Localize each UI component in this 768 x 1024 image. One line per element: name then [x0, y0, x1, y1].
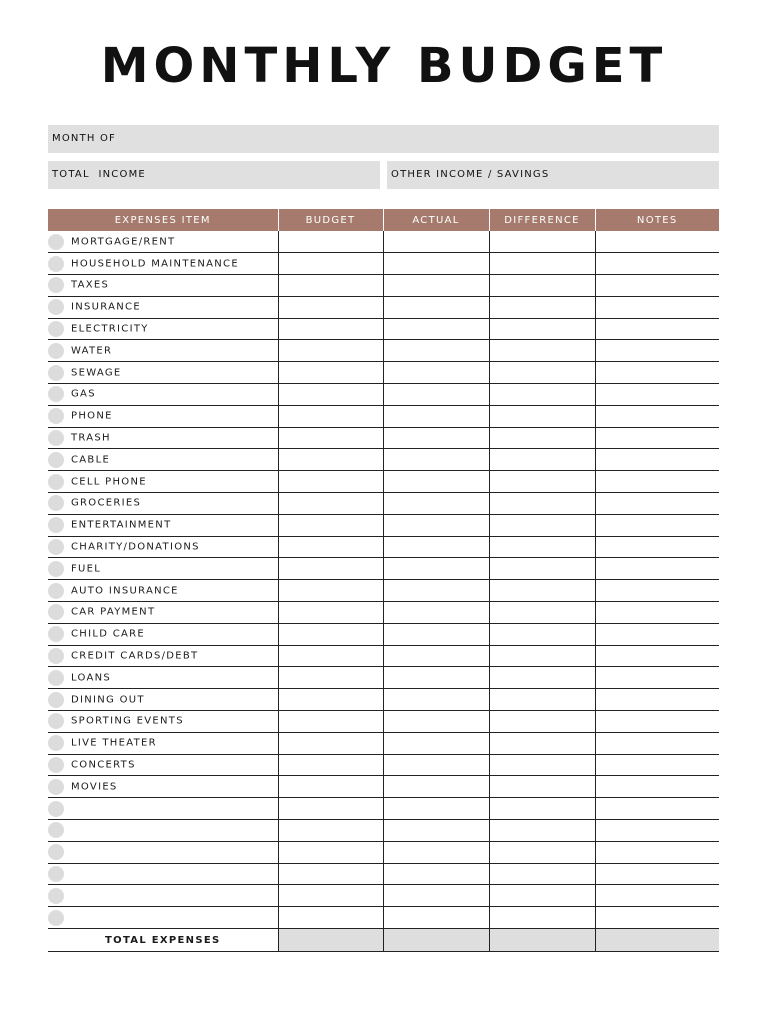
expense-item-label: CREDIT CARDS/DEBT [71, 650, 199, 662]
expense-item-label: CONCERTS [71, 759, 136, 771]
expense-item-label: MOVIES [71, 781, 118, 793]
table-row [48, 471, 719, 493]
notes-cell[interactable] [595, 776, 719, 798]
expense-item-label: FUEL [71, 563, 102, 575]
expense-item-cell [48, 231, 278, 253]
expense-item-cell [48, 536, 278, 558]
budget-cell[interactable] [278, 776, 383, 798]
expense-item-label: CAR PAYMENT [71, 606, 156, 618]
actual-cell[interactable] [383, 863, 489, 885]
table-row [48, 405, 719, 427]
notes-cell[interactable] [595, 885, 719, 907]
difference-cell[interactable] [489, 885, 595, 907]
expense-item-label: HOUSEHOLD MAINTENANCE [71, 258, 239, 270]
budget-cell[interactable] [278, 732, 383, 754]
notes-cell[interactable] [595, 275, 719, 297]
table-row [48, 449, 719, 471]
difference-cell[interactable] [489, 776, 595, 798]
expense-item-label: CHILD CARE [71, 628, 145, 640]
difference-cell[interactable] [489, 689, 595, 711]
expense-item-cell [48, 841, 278, 863]
notes-cell[interactable] [595, 493, 719, 515]
table-row [48, 798, 719, 820]
table-row [48, 711, 719, 733]
checkbox-circle-icon[interactable] [48, 256, 64, 272]
budget-cell[interactable] [278, 493, 383, 515]
table-row [48, 275, 719, 297]
difference-cell[interactable] [489, 362, 595, 384]
total-expenses-label: TOTAL EXPENSES [48, 929, 278, 952]
expense-item-cell [48, 623, 278, 645]
checkbox-circle-icon[interactable] [48, 561, 64, 577]
actual-cell[interactable] [383, 907, 489, 929]
table-row [48, 253, 719, 275]
actual-cell[interactable] [383, 362, 489, 384]
checkbox-circle-icon[interactable] [48, 801, 64, 817]
checkbox-circle-icon[interactable] [48, 888, 64, 904]
notes-cell[interactable] [595, 253, 719, 275]
expense-item-label: SEWAGE [71, 367, 122, 379]
actual-cell[interactable] [383, 841, 489, 863]
notes-cell[interactable] [595, 362, 719, 384]
checkbox-circle-icon[interactable] [48, 495, 64, 511]
difference-cell[interactable] [489, 384, 595, 406]
expense-item-label: CHARITY/DONATIONS [71, 541, 200, 553]
expense-item-cell [48, 384, 278, 406]
expense-item-label: ELECTRICITY [71, 323, 149, 335]
budget-cell[interactable] [278, 841, 383, 863]
budget-cell[interactable] [278, 427, 383, 449]
budget-cell[interactable] [278, 602, 383, 624]
notes-cell[interactable] [595, 820, 719, 842]
header-difference: DIFFERENCE [489, 209, 595, 231]
notes-cell[interactable] [595, 667, 719, 689]
checkbox-circle-icon[interactable] [48, 517, 64, 533]
budget-cell[interactable] [278, 340, 383, 362]
checkbox-circle-icon[interactable] [48, 692, 64, 708]
header-budget: BUDGET [278, 209, 383, 231]
notes-cell[interactable] [595, 863, 719, 885]
actual-cell[interactable] [383, 471, 489, 493]
difference-cell[interactable] [489, 253, 595, 275]
notes-cell[interactable] [595, 340, 719, 362]
actual-cell[interactable] [383, 885, 489, 907]
checkbox-circle-icon[interactable] [48, 343, 64, 359]
budget-cell[interactable] [278, 645, 383, 667]
expense-item-cell [48, 667, 278, 689]
total-row [48, 929, 719, 952]
expense-item-cell [48, 253, 278, 275]
checkbox-circle-icon[interactable] [48, 408, 64, 424]
budget-cell[interactable] [278, 580, 383, 602]
table-row [48, 732, 719, 754]
expense-item-label: MORTGAGE/RENT [71, 236, 176, 248]
actual-cell[interactable] [383, 449, 489, 471]
difference-cell[interactable] [489, 536, 595, 558]
actual-cell[interactable] [383, 536, 489, 558]
expense-item-label: PHONE [71, 410, 113, 422]
actual-cell[interactable] [383, 340, 489, 362]
difference-cell[interactable] [489, 798, 595, 820]
actual-cell[interactable] [383, 427, 489, 449]
difference-cell[interactable] [489, 514, 595, 536]
actual-cell[interactable] [383, 820, 489, 842]
other-income-label: OTHER INCOME / SAVINGS [391, 169, 550, 180]
expenses-table [48, 209, 719, 952]
total-income-label: TOTAL INCOME [52, 169, 146, 180]
expense-item-cell [48, 449, 278, 471]
actual-cell[interactable] [383, 318, 489, 340]
difference-cell[interactable] [489, 493, 595, 515]
notes-cell[interactable] [595, 318, 719, 340]
expense-item-cell [48, 493, 278, 515]
expense-item-cell [48, 798, 278, 820]
total-difference-cell[interactable] [489, 929, 595, 952]
checkbox-circle-icon[interactable] [48, 321, 64, 337]
budget-cell[interactable] [278, 296, 383, 318]
header-notes: NOTES [595, 209, 719, 231]
table-row [48, 427, 719, 449]
difference-cell[interactable] [489, 841, 595, 863]
table-row [48, 885, 719, 907]
table-row [48, 754, 719, 776]
actual-cell[interactable] [383, 253, 489, 275]
actual-cell[interactable] [383, 754, 489, 776]
budget-cell[interactable] [278, 405, 383, 427]
notes-cell[interactable] [595, 471, 719, 493]
table-row [48, 580, 719, 602]
table-row [48, 907, 719, 929]
checkbox-circle-icon[interactable] [48, 299, 64, 315]
notes-cell[interactable] [595, 449, 719, 471]
budget-cell[interactable] [278, 231, 383, 253]
page-title: MONTHLY BUDGET [100, 38, 668, 94]
actual-cell[interactable] [383, 275, 489, 297]
checkbox-circle-icon[interactable] [48, 234, 64, 250]
table-row [48, 863, 719, 885]
checkbox-circle-icon[interactable] [48, 452, 64, 468]
difference-cell[interactable] [489, 427, 595, 449]
header-expenses-item: EXPENSES ITEM [48, 209, 278, 231]
notes-cell[interactable] [595, 602, 719, 624]
checkbox-circle-icon[interactable] [48, 539, 64, 555]
actual-cell[interactable] [383, 776, 489, 798]
checkbox-circle-icon[interactable] [48, 365, 64, 381]
table-row [48, 340, 719, 362]
checkbox-circle-icon[interactable] [48, 604, 64, 620]
expense-item-cell [48, 689, 278, 711]
actual-cell[interactable] [383, 667, 489, 689]
budget-cell[interactable] [278, 514, 383, 536]
budget-cell[interactable] [278, 318, 383, 340]
difference-cell[interactable] [489, 558, 595, 580]
checkbox-circle-icon[interactable] [48, 910, 64, 926]
expense-item-label: SPORTING EVENTS [71, 715, 184, 727]
budget-cell[interactable] [278, 689, 383, 711]
expense-item-cell [48, 427, 278, 449]
table-row [48, 384, 719, 406]
difference-cell[interactable] [489, 580, 595, 602]
expense-item-cell [48, 602, 278, 624]
actual-cell[interactable] [383, 623, 489, 645]
notes-cell[interactable] [595, 645, 719, 667]
table-row [48, 536, 719, 558]
total-actual-cell[interactable] [383, 929, 489, 952]
expense-item-label: LIVE THEATER [71, 737, 157, 749]
expense-item-cell [48, 362, 278, 384]
checkbox-circle-icon[interactable] [48, 583, 64, 599]
difference-cell[interactable] [489, 449, 595, 471]
budget-cell[interactable] [278, 384, 383, 406]
month-of-field[interactable] [48, 125, 719, 153]
checkbox-circle-icon[interactable] [48, 626, 64, 642]
expense-item-cell [48, 754, 278, 776]
table-row [48, 602, 719, 624]
difference-cell[interactable] [489, 623, 595, 645]
difference-cell[interactable] [489, 820, 595, 842]
table-row [48, 318, 719, 340]
checkbox-circle-icon[interactable] [48, 670, 64, 686]
checkbox-circle-icon[interactable] [48, 735, 64, 751]
budget-cell[interactable] [278, 449, 383, 471]
actual-cell[interactable] [383, 732, 489, 754]
expense-item-cell [48, 645, 278, 667]
notes-cell[interactable] [595, 732, 719, 754]
budget-cell[interactable] [278, 820, 383, 842]
expense-item-label: DINING OUT [71, 694, 145, 706]
table-row [48, 558, 719, 580]
budget-cell[interactable] [278, 275, 383, 297]
difference-cell[interactable] [489, 667, 595, 689]
difference-cell[interactable] [489, 231, 595, 253]
budget-cell[interactable] [278, 558, 383, 580]
expense-item-cell [48, 558, 278, 580]
actual-cell[interactable] [383, 231, 489, 253]
expense-item-cell [48, 776, 278, 798]
notes-cell[interactable] [595, 231, 719, 253]
budget-cell[interactable] [278, 798, 383, 820]
difference-cell[interactable] [489, 318, 595, 340]
checkbox-circle-icon[interactable] [48, 779, 64, 795]
expense-item-cell [48, 405, 278, 427]
table-row [48, 231, 719, 253]
expense-item-cell [48, 471, 278, 493]
checkbox-circle-icon[interactable] [48, 844, 64, 860]
total-notes-cell[interactable] [595, 929, 719, 952]
expense-item-label: GROCERIES [71, 497, 142, 509]
other-income-field[interactable] [387, 161, 719, 189]
table-row [48, 362, 719, 384]
table-row [48, 493, 719, 515]
table-row [48, 667, 719, 689]
notes-cell[interactable] [595, 296, 719, 318]
difference-cell[interactable] [489, 275, 595, 297]
notes-cell[interactable] [595, 907, 719, 929]
expense-item-label: LOANS [71, 672, 112, 684]
notes-cell[interactable] [595, 711, 719, 733]
notes-cell[interactable] [595, 754, 719, 776]
budget-cell[interactable] [278, 711, 383, 733]
budget-cell[interactable] [278, 863, 383, 885]
difference-cell[interactable] [489, 645, 595, 667]
header-actual: ACTUAL [383, 209, 489, 231]
actual-cell[interactable] [383, 798, 489, 820]
actual-cell[interactable] [383, 296, 489, 318]
budget-cell[interactable] [278, 362, 383, 384]
checkbox-circle-icon[interactable] [48, 430, 64, 446]
expense-item-label: CABLE [71, 454, 111, 466]
expense-item-cell [48, 885, 278, 907]
actual-cell[interactable] [383, 514, 489, 536]
notes-cell[interactable] [595, 405, 719, 427]
checkbox-circle-icon[interactable] [48, 713, 64, 729]
table-row [48, 820, 719, 842]
total-income-field[interactable] [48, 161, 380, 189]
expense-item-cell [48, 340, 278, 362]
actual-cell[interactable] [383, 689, 489, 711]
actual-cell[interactable] [383, 602, 489, 624]
expense-item-cell [48, 732, 278, 754]
checkbox-circle-icon[interactable] [48, 822, 64, 838]
expense-item-cell [48, 820, 278, 842]
budget-cell[interactable] [278, 667, 383, 689]
checkbox-circle-icon[interactable] [48, 757, 64, 773]
total-budget-cell[interactable] [278, 929, 383, 952]
expense-item-cell [48, 711, 278, 733]
expense-item-label: AUTO INSURANCE [71, 585, 179, 597]
expense-item-label: WATER [71, 345, 113, 357]
actual-cell[interactable] [383, 493, 489, 515]
expense-item-cell [48, 514, 278, 536]
expense-item-cell [48, 863, 278, 885]
difference-cell[interactable] [489, 732, 595, 754]
notes-cell[interactable] [595, 384, 719, 406]
checkbox-circle-icon[interactable] [48, 474, 64, 490]
expense-item-label: TRASH [71, 432, 111, 444]
budget-cell[interactable] [278, 885, 383, 907]
table-row [48, 296, 719, 318]
month-of-label: MONTH OF [52, 133, 117, 144]
table-row [48, 841, 719, 863]
expense-item-label: ENTERTAINMENT [71, 519, 172, 531]
notes-cell[interactable] [595, 558, 719, 580]
checkbox-circle-icon[interactable] [48, 277, 64, 293]
expense-item-label: GAS [71, 388, 96, 400]
table-row [48, 776, 719, 798]
difference-cell[interactable] [489, 863, 595, 885]
notes-cell[interactable] [595, 623, 719, 645]
table-row [48, 645, 719, 667]
difference-cell[interactable] [489, 711, 595, 733]
budget-cell[interactable] [278, 623, 383, 645]
budget-cell[interactable] [278, 907, 383, 929]
checkbox-circle-icon[interactable] [48, 648, 64, 664]
actual-cell[interactable] [383, 580, 489, 602]
notes-cell[interactable] [595, 580, 719, 602]
table-row [48, 689, 719, 711]
expense-item-cell [48, 318, 278, 340]
checkbox-circle-icon[interactable] [48, 866, 64, 882]
actual-cell[interactable] [383, 384, 489, 406]
expense-item-label: CELL PHONE [71, 476, 147, 488]
expense-item-label: TAXES [71, 279, 110, 291]
notes-cell[interactable] [595, 841, 719, 863]
difference-cell[interactable] [489, 907, 595, 929]
difference-cell[interactable] [489, 405, 595, 427]
notes-cell[interactable] [595, 536, 719, 558]
actual-cell[interactable] [383, 558, 489, 580]
expense-item-label: INSURANCE [71, 301, 141, 313]
expense-item-cell [48, 907, 278, 929]
budget-cell[interactable] [278, 471, 383, 493]
difference-cell[interactable] [489, 471, 595, 493]
notes-cell[interactable] [595, 427, 719, 449]
notes-cell[interactable] [595, 689, 719, 711]
table-header-row [48, 209, 719, 231]
budget-cell[interactable] [278, 536, 383, 558]
notes-cell[interactable] [595, 798, 719, 820]
actual-cell[interactable] [383, 405, 489, 427]
difference-cell[interactable] [489, 602, 595, 624]
expense-item-cell [48, 296, 278, 318]
difference-cell[interactable] [489, 296, 595, 318]
budget-cell[interactable] [278, 754, 383, 776]
difference-cell[interactable] [489, 340, 595, 362]
expense-item-cell [48, 580, 278, 602]
expense-item-cell [48, 275, 278, 297]
checkbox-circle-icon[interactable] [48, 386, 64, 402]
table-row [48, 623, 719, 645]
actual-cell[interactable] [383, 645, 489, 667]
notes-cell[interactable] [595, 514, 719, 536]
table-row [48, 514, 719, 536]
actual-cell[interactable] [383, 711, 489, 733]
difference-cell[interactable] [489, 754, 595, 776]
budget-cell[interactable] [278, 253, 383, 275]
